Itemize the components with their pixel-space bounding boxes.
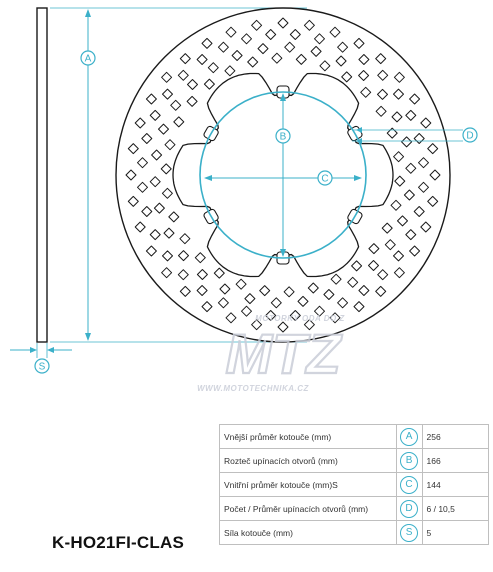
- spec-marker-cell: [396, 473, 422, 497]
- spec-marker: B: [400, 452, 418, 470]
- dimension-a-label: A: [84, 53, 92, 65]
- watermark-logo: MTZ: [225, 322, 341, 385]
- dimension-b-label: B: [279, 131, 287, 143]
- dimension-s-label: S: [38, 361, 46, 373]
- spec-row: [220, 521, 489, 545]
- spec-value: 144: [422, 473, 488, 497]
- spec-row: [220, 425, 489, 449]
- watermark-top-text: MOTORKY ODA DO Z: [255, 314, 345, 323]
- spec-label: Rozteč upínacích otvorů (mm): [220, 449, 397, 473]
- spec-marker-cell: [396, 497, 422, 521]
- dimension-c-label: C: [321, 173, 329, 185]
- part-code: K-HO21FI-CLAS: [52, 533, 184, 552]
- spec-value: 256: [422, 425, 488, 449]
- spec-label: Síla kotouče (mm): [220, 521, 397, 545]
- spec-marker: A: [400, 428, 418, 446]
- watermark-bottom-text: WWW.MOTOTECHNIKA.CZ: [197, 384, 309, 393]
- spec-marker-cell: [396, 449, 422, 473]
- spec-marker: C: [400, 476, 418, 494]
- spec-marker-cell: [396, 425, 422, 449]
- dimension-d-label: D: [466, 130, 474, 142]
- spec-row: [220, 497, 489, 521]
- disc-side-profile: [37, 8, 47, 342]
- spec-value: 6 / 10,5: [422, 497, 488, 521]
- spec-value: 166: [422, 449, 488, 473]
- dimension-s: [10, 343, 72, 373]
- spec-table-body: [220, 425, 489, 545]
- spec-label: Vnější průměr kotouče (mm): [220, 425, 397, 449]
- spec-marker: D: [400, 500, 418, 518]
- spec-row: [220, 449, 489, 473]
- spec-label: Počet / Průměr upínacích otvorů (mm): [220, 497, 397, 521]
- spec-marker: S: [400, 524, 418, 542]
- spec-value: 5: [422, 521, 488, 545]
- spec-table: [219, 424, 489, 545]
- spec-label: Vnitřní průměr kotouče (mm)S: [220, 473, 397, 497]
- spec-marker-cell: [396, 521, 422, 545]
- spec-row: [220, 473, 489, 497]
